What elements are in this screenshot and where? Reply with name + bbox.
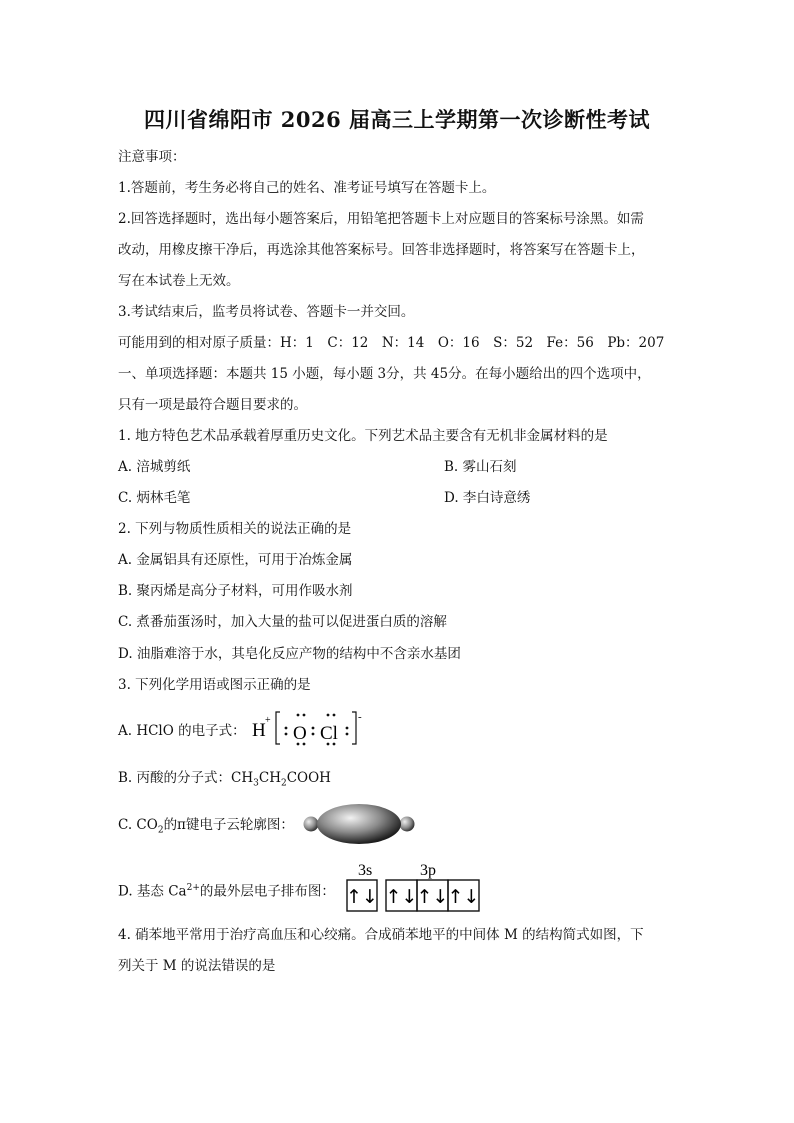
q2-option-a: A. 金属铝具有还原性，可用于冶炼金属 xyxy=(118,552,353,568)
notice-1: 1.答题前，考生务必将自己的姓名、准考证号填写在答题卡上。 xyxy=(118,180,496,196)
q3-option-a-label: A. HClO 的电子式： xyxy=(118,723,246,739)
electron-pair-3p-1: ↑↓ xyxy=(385,886,418,908)
section-heading-1: 一、单项选择题：本题共 15 小题，每小题 3分，共 45分。在每小题给出的四个选项中， xyxy=(118,366,651,382)
electron-pair-3s: ↑↓ xyxy=(346,886,378,908)
notice-2a: 2.回答选择题时，选出每小题答案后，用铅笔把答题卡上对应题目的答案标号涂黑。如需 xyxy=(118,211,644,227)
q2-option-d: D. 油脂难溶于水，其皂化反应产物的结构中不含亲水基团 xyxy=(118,646,461,662)
q3-option-b xyxy=(118,769,331,793)
q1-option-c: C. 炳林毛笔 xyxy=(118,490,191,506)
left-oxygen-sphere xyxy=(304,817,319,832)
bracket-left xyxy=(276,712,280,744)
notice-2b: 改动，用橡皮擦干净后，再选涂其他答案标号。回答非选择题时，将答案写在答题卡上， xyxy=(118,242,645,258)
exam-title: 四川省绵阳市 2026 届高三上学期第一次诊断性考试 xyxy=(143,107,651,132)
q3-option-b-label: B. 丙酸的分子式： xyxy=(118,770,232,786)
orbital-3p-label: 3p xyxy=(420,862,436,879)
q3-option-c: C. $CO_2$的π键电子云轮廓图： xyxy=(118,817,294,836)
formula-o: O xyxy=(293,723,307,744)
q4-stem-line-2: 列关于 M 的说法错误的是 xyxy=(118,958,276,974)
q1-option-b: B. 雾山石刻 xyxy=(444,459,517,475)
formula-minus: - xyxy=(358,711,362,723)
bracket-right xyxy=(352,712,356,744)
q3-stem: 3. 下列化学用语或图示正确的是 xyxy=(118,677,311,693)
propanoic-formula: $CH_3CH_2COOH$ xyxy=(231,770,331,789)
q2-stem: 2. 下列与物质性质相关的说法正确的是 xyxy=(118,521,352,537)
notice-3: 3.考试结束后，监考员将试卷、答题卡一并交回。 xyxy=(118,304,415,320)
formula-h: H xyxy=(252,720,266,741)
pi-bond-cloud-diagram xyxy=(300,800,418,848)
right-oxygen-sphere xyxy=(400,817,415,832)
formula-cl: Cl xyxy=(320,723,338,744)
hclo-electron-formula xyxy=(250,706,380,748)
q1-option-d: D. 李白诗意绣 xyxy=(444,490,531,506)
atomic-mass-line: 可能用到的相对原子质量：H：1 C：12 N：14 O：16 S：52 Fe：56 Pb：207 xyxy=(118,335,665,351)
formula-plus: + xyxy=(265,715,271,726)
q1-stem: 1. 地方特色艺术品承载着厚重历史文化。下列艺术品主要含有无机非金属材料的是 xyxy=(118,428,608,444)
ca-orbital-diagram xyxy=(346,878,482,914)
notice-2c: 写在本试卷上无效。 xyxy=(118,273,240,289)
q4-stem-line-1: 4. 硝苯地平常用于治疗高血压和心绞痛。合成硝苯地平的中间体 M 的结构简式如图，下 xyxy=(118,927,644,943)
q1-option-a: A. 涪城剪纸 xyxy=(118,459,191,475)
electron-pair-3p-2: ↑↓ xyxy=(416,886,449,908)
electron-pair-3p-3: ↑↓ xyxy=(447,886,480,908)
notice-heading: 注意事项： xyxy=(118,149,186,165)
pi-cloud-ellipse xyxy=(317,804,401,844)
orbital-3s-label: 3s xyxy=(358,862,373,879)
q3-option-d: D. 基态 $Ca^{2+}$的最外层电子排布图： xyxy=(118,883,335,900)
q2-option-c: C. 煮番茄蛋汤时，加入大量的盐可以促进蛋白质的溶解 xyxy=(118,614,447,630)
section-heading-2: 只有一项是最符合题目要求的。 xyxy=(118,397,307,413)
q2-option-b: B. 聚丙烯是高分子材料，可用作吸水剂 xyxy=(118,583,353,599)
